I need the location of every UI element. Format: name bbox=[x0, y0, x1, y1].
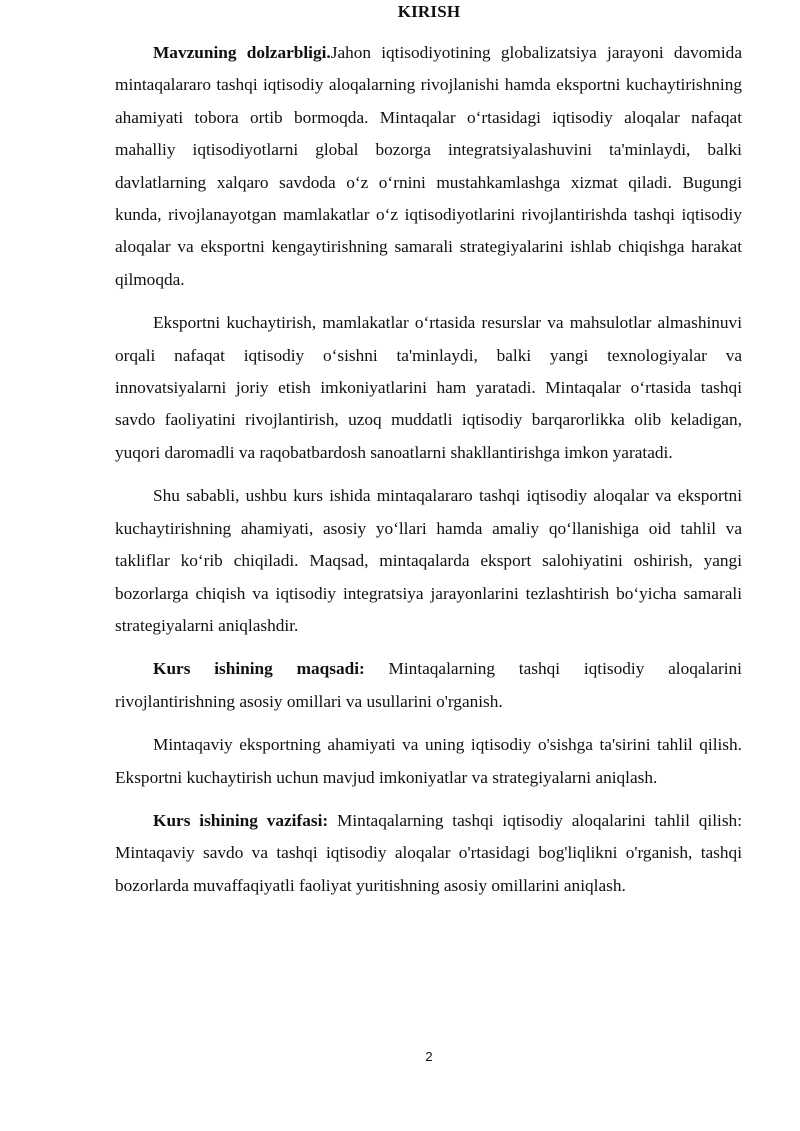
section-title: KIRISH bbox=[397, 2, 461, 21]
paragraph-relevance bbox=[115, 37, 742, 296]
document-body bbox=[115, 37, 742, 902]
paragraph-goal bbox=[115, 653, 742, 718]
paragraph-text: Jahon iqtisodiyotining globalizatsiya jarayoni davomida mintaqalararo tashqi iqtisodiy aloqalarning rivojlanishi hamda eksportni kuchaytirishning ahamiyati tobora ortib bormoqda. Mintaqalar o‘rtasidagi iqtisodiy aloqalar nafaqat mahalliy iqtisodiyotlarni global bozorga integratsiyalashuvini ta'minlaydi, balki davlatlarning xalqaro savdoda o‘z o‘rnini mustahkamlashga xizmat qiladi. Bugungi kunda, rivojlanayotgan mamlakatlar o‘z iqtisodiyotlarini rivojlantirishda tashqi iqtisodiy aloqalar va eksportni kengaytirishning samarali strategiyalarini ishlab chiqishga harakat qilmoqda. bbox=[115, 43, 742, 289]
paragraph-lead: Mavzuning dolzarbligi. bbox=[153, 43, 331, 62]
paragraph-tasks bbox=[115, 805, 742, 902]
paragraph-goal-detail bbox=[115, 729, 742, 794]
paragraph-text: Mintaqalarning tashqi iqtisodiy aloqalarini tahlil qilish: Mintaqaviy savdo va tashqi iqtisodiy aloqalar o'rtasidagi bog'liqlikni o'rganish, tashqi bozorlarda muvaffaqiyatli faoliyat yuritishning asosiy omillarini aniqlash. bbox=[115, 810, 742, 895]
paragraph-text: Shu sababli, ushbu kurs ishida mintaqalararo tashqi iqtisodiy aloqalar va eksportni kuchaytirishning ahamiyati, asosiy yo‘llari hamda amaliy qo‘llanishiga oid tahlil va takliflar ko‘rib chiqiladi. Maqsad, mintaqalarda eksport salohiyatini oshirish, yangi bozorlarga chiqish va iqtisodiy integratsiya jarayonlarini tezlashtirish bo‘yicha samarali strategiyalarni aniqlashdir. bbox=[115, 486, 742, 635]
page-number: 2 bbox=[425, 1049, 433, 1064]
paragraph-lead: Kurs ishining maqsadi: bbox=[153, 659, 365, 679]
paragraph-text: Eksportni kuchaytirish, mamlakatlar o‘rtasida resurslar va mahsulotlar almashinuvi orqali nafaqat iqtisodiy o‘sishni ta'minlaydi, balki yangi texnologiyalar va innovatsiyalarni joriy etish imkoniyatlarini ham yaratadi. Mintaqalar o‘rtasida tashqi savdo faoliyatini rivojlantirish, uzoq muddatli iqtisodiy barqarorlikka olib keladigan, yuqori daromadli va raqobatbardosh sanoatlarni shakllantirishga imkon yaratadi. bbox=[115, 313, 742, 462]
paragraph-text: Mintaqalarning tashqi iqtisodiy aloqalarini rivojlantirishning asosiy omillari va usullarini o'rganish. bbox=[115, 659, 742, 711]
paragraph-export bbox=[115, 307, 742, 469]
paragraph-lead: Kurs ishining vazifasi: bbox=[153, 810, 329, 830]
paragraph-text: Mintaqaviy eksportning ahamiyati va uning iqtisodiy o'sishga ta'sirini tahlil qilish. Eksportni kuchaytirish uchun mavjud imkoniyatlar va strategiyalarni aniqlash. bbox=[115, 735, 742, 787]
paragraph-purpose-statement bbox=[115, 480, 742, 642]
